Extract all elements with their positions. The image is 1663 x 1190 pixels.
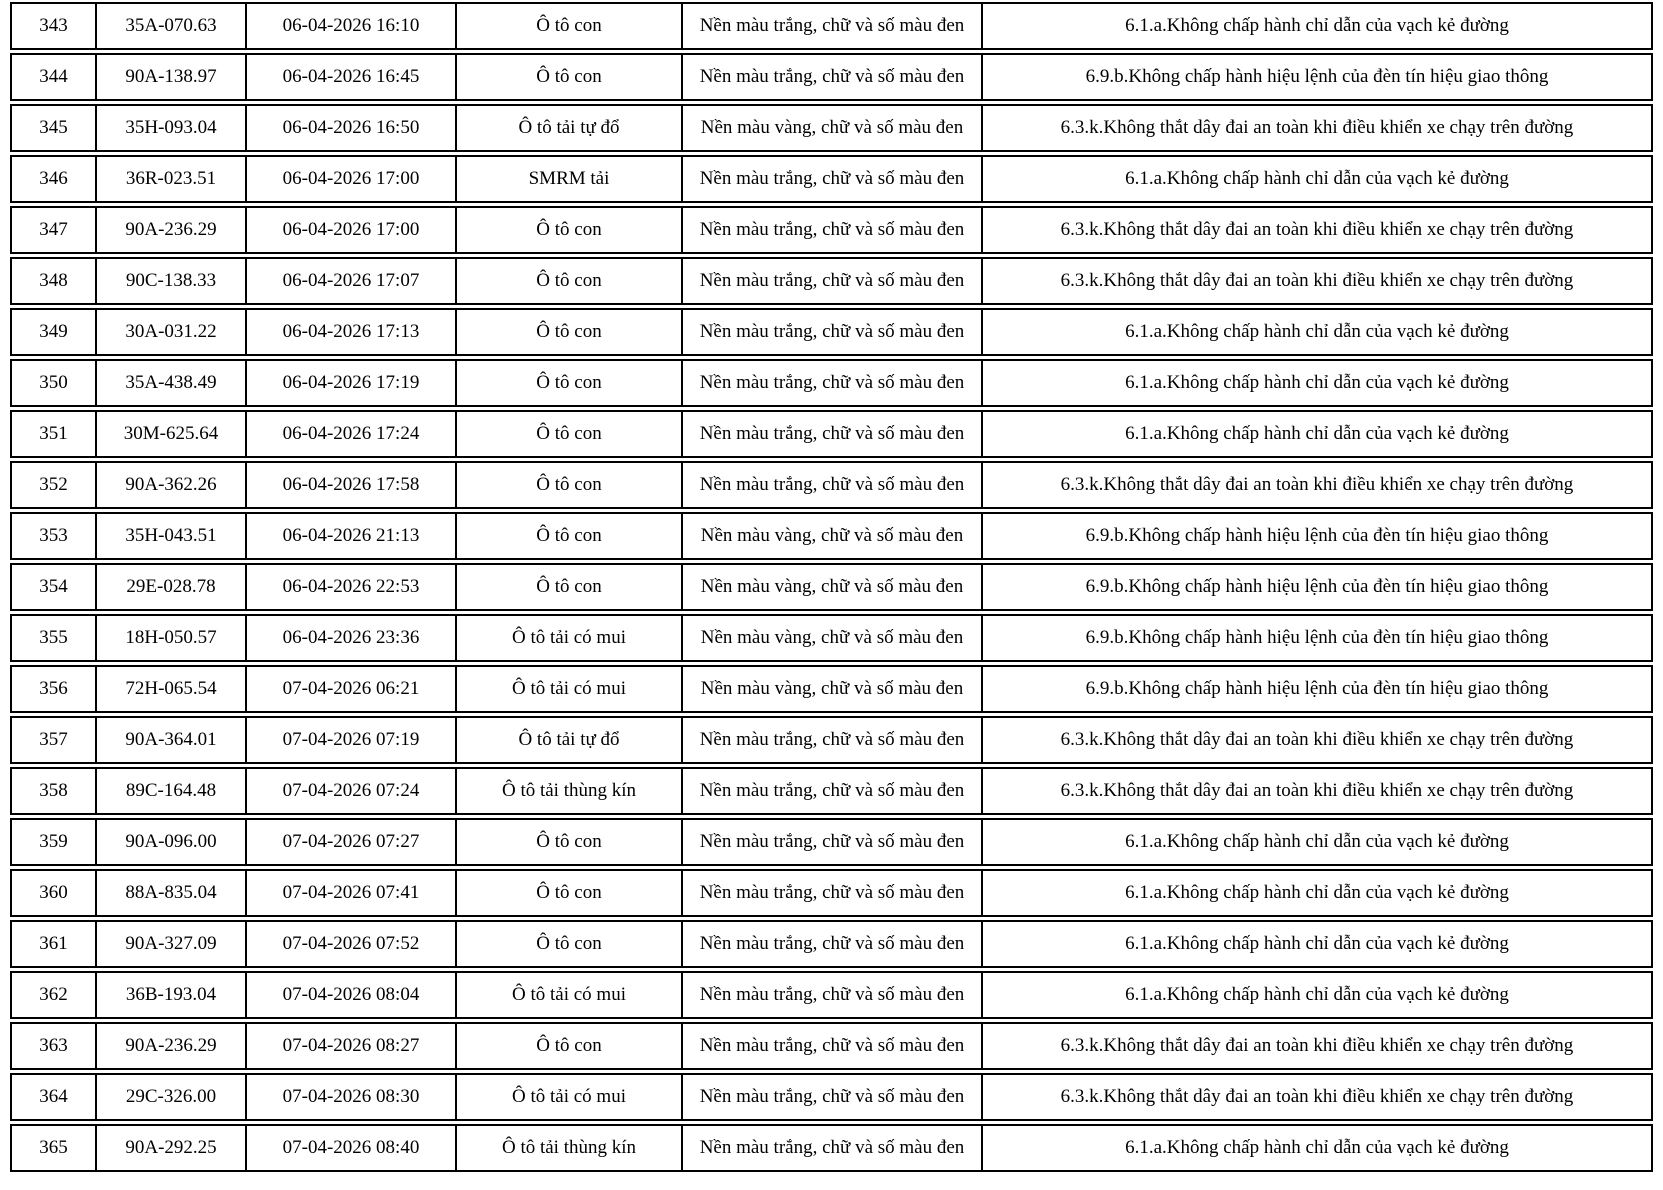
violation-cell: 6.1.a.Không chấp hành chỉ dẫn của vạch kẻ đường	[1125, 881, 1509, 903]
table-row	[10, 869, 1653, 917]
license-plate-cell: 90A-236.29	[97, 208, 247, 252]
plate-color-cell: Nền màu trắng, chữ và số màu đen	[683, 820, 983, 864]
table-row	[10, 1124, 1653, 1172]
vehicle-type-cell: Ô tô tải tự đổ	[457, 718, 683, 762]
license-plate-cell: 90A-138.97	[97, 55, 247, 99]
vehicle-type-cell: Ô tô con	[457, 412, 683, 456]
violation-cell: 6.3.k.Không thắt dây đai an toàn khi điều khiển xe chạy trên đường	[1060, 473, 1574, 495]
vehicle-type-cell: Ô tô tải có mui	[457, 616, 683, 660]
violation-cell: 6.3.k.Không thắt dây đai an toàn khi điều khiển xe chạy trên đường	[1060, 218, 1574, 240]
vehicle-type-cell: Ô tô tải có mui	[457, 1075, 683, 1119]
row-number-cell: 362	[12, 973, 97, 1017]
violation-cell: 6.1.a.Không chấp hành chỉ dẫn của vạch kẻ đường	[1125, 830, 1509, 852]
license-plate-cell: 90A-362.26	[97, 463, 247, 507]
vehicle-type-cell: Ô tô con	[457, 1024, 683, 1068]
plate-color-cell: Nền màu trắng, chữ và số màu đen	[683, 1024, 983, 1068]
violation-cell: 6.9.b.Không chấp hành hiệu lệnh của đèn tín hiệu giao thông	[1085, 575, 1549, 597]
plate-color-cell: Nền màu trắng, chữ và số màu đen	[683, 769, 983, 813]
plate-color-cell: Nền màu trắng, chữ và số màu đen	[683, 463, 983, 507]
license-plate-cell: 90A-327.09	[97, 922, 247, 966]
datetime-cell: 06-04-2026 17:00	[247, 208, 457, 252]
vehicle-type-cell: Ô tô tải thùng kín	[457, 1126, 683, 1170]
plate-color-cell: Nền màu trắng, chữ và số màu đen	[683, 259, 983, 303]
datetime-cell: 06-04-2026 17:00	[247, 157, 457, 201]
datetime-cell: 06-04-2026 21:13	[247, 514, 457, 558]
vehicle-type-cell: Ô tô con	[457, 820, 683, 864]
violation-cell: 6.3.k.Không thắt dây đai an toàn khi điều khiển xe chạy trên đường	[1060, 1085, 1574, 1107]
row-number-cell: 353	[12, 514, 97, 558]
table-row	[10, 1022, 1653, 1070]
violations-table	[10, 2, 1653, 1175]
table-row	[10, 614, 1653, 662]
table-row	[10, 461, 1653, 509]
license-plate-cell: 90C-138.33	[97, 259, 247, 303]
violation-cell: 6.1.a.Không chấp hành chỉ dẫn của vạch kẻ đường	[1125, 167, 1509, 189]
table-row	[10, 308, 1653, 356]
vehicle-type-cell: Ô tô con	[457, 565, 683, 609]
table-row	[10, 512, 1653, 560]
vehicle-type-cell: Ô tô con	[457, 514, 683, 558]
plate-color-cell: Nền màu trắng, chữ và số màu đen	[683, 208, 983, 252]
table-row	[10, 359, 1653, 407]
datetime-cell: 07-04-2026 08:04	[247, 973, 457, 1017]
datetime-cell: 07-04-2026 07:41	[247, 871, 457, 915]
row-number-cell: 365	[12, 1126, 97, 1170]
violation-cell: 6.9.b.Không chấp hành hiệu lệnh của đèn tín hiệu giao thông	[1085, 524, 1549, 546]
plate-color-cell: Nền màu vàng, chữ và số màu đen	[683, 106, 983, 150]
plate-color-cell: Nền màu trắng, chữ và số màu đen	[683, 157, 983, 201]
row-number-cell: 351	[12, 412, 97, 456]
plate-color-cell: Nền màu trắng, chữ và số màu đen	[683, 871, 983, 915]
violation-cell: 6.1.a.Không chấp hành chỉ dẫn của vạch kẻ đường	[1125, 1136, 1509, 1158]
table-row	[10, 563, 1653, 611]
datetime-cell: 07-04-2026 08:30	[247, 1075, 457, 1119]
datetime-cell: 07-04-2026 07:19	[247, 718, 457, 762]
plate-color-cell: Nền màu trắng, chữ và số màu đen	[683, 361, 983, 405]
row-number-cell: 350	[12, 361, 97, 405]
datetime-cell: 06-04-2026 22:53	[247, 565, 457, 609]
table-row	[10, 410, 1653, 458]
row-number-cell: 357	[12, 718, 97, 762]
violation-cell: 6.1.a.Không chấp hành chỉ dẫn của vạch kẻ đường	[1125, 932, 1509, 954]
plate-color-cell: Nền màu trắng, chữ và số màu đen	[683, 1075, 983, 1119]
violation-cell: 6.9.b.Không chấp hành hiệu lệnh của đèn tín hiệu giao thông	[1085, 65, 1549, 87]
datetime-cell: 06-04-2026 16:45	[247, 55, 457, 99]
row-number-cell: 364	[12, 1075, 97, 1119]
vehicle-type-cell: Ô tô tải tự đổ	[457, 106, 683, 150]
table-row	[10, 818, 1653, 866]
vehicle-type-cell: Ô tô con	[457, 310, 683, 354]
license-plate-cell: 90A-096.00	[97, 820, 247, 864]
plate-color-cell: Nền màu trắng, chữ và số màu đen	[683, 4, 983, 48]
datetime-cell: 06-04-2026 17:24	[247, 412, 457, 456]
vehicle-type-cell: Ô tô con	[457, 259, 683, 303]
violation-cell: 6.1.a.Không chấp hành chỉ dẫn của vạch kẻ đường	[1125, 14, 1509, 36]
table-row	[10, 665, 1653, 713]
datetime-cell: 06-04-2026 17:13	[247, 310, 457, 354]
vehicle-type-cell: Ô tô con	[457, 208, 683, 252]
datetime-cell: 06-04-2026 16:10	[247, 4, 457, 48]
row-number-cell: 343	[12, 4, 97, 48]
table-row	[10, 971, 1653, 1019]
row-number-cell: 358	[12, 769, 97, 813]
plate-color-cell: Nền màu vàng, chữ và số màu đen	[683, 514, 983, 558]
datetime-cell: 07-04-2026 08:27	[247, 1024, 457, 1068]
license-plate-cell: 35A-438.49	[97, 361, 247, 405]
row-number-cell: 346	[12, 157, 97, 201]
plate-color-cell: Nền màu trắng, chữ và số màu đen	[683, 55, 983, 99]
plate-color-cell: Nền màu trắng, chữ và số màu đen	[683, 1126, 983, 1170]
datetime-cell: 06-04-2026 17:58	[247, 463, 457, 507]
license-plate-cell: 88A-835.04	[97, 871, 247, 915]
violation-cell: 6.3.k.Không thắt dây đai an toàn khi điều khiển xe chạy trên đường	[1060, 269, 1574, 291]
table-row	[10, 767, 1653, 815]
datetime-cell: 07-04-2026 08:40	[247, 1126, 457, 1170]
row-number-cell: 348	[12, 259, 97, 303]
table-row	[10, 1073, 1653, 1121]
plate-color-cell: Nền màu vàng, chữ và số màu đen	[683, 565, 983, 609]
row-number-cell: 363	[12, 1024, 97, 1068]
license-plate-cell: 18H-050.57	[97, 616, 247, 660]
row-number-cell: 352	[12, 463, 97, 507]
vehicle-type-cell: Ô tô con	[457, 463, 683, 507]
row-number-cell: 345	[12, 106, 97, 150]
datetime-cell: 06-04-2026 17:19	[247, 361, 457, 405]
vehicle-type-cell: SMRM tải	[457, 157, 683, 201]
datetime-cell: 06-04-2026 16:50	[247, 106, 457, 150]
table-row	[10, 53, 1653, 101]
table-row	[10, 257, 1653, 305]
vehicle-type-cell: Ô tô tải có mui	[457, 667, 683, 711]
plate-color-cell: Nền màu trắng, chữ và số màu đen	[683, 922, 983, 966]
violation-cell: 6.3.k.Không thắt dây đai an toàn khi điều khiển xe chạy trên đường	[1060, 1034, 1574, 1056]
table-row	[10, 716, 1653, 764]
license-plate-cell: 35H-093.04	[97, 106, 247, 150]
plate-color-cell: Nền màu trắng, chữ và số màu đen	[683, 718, 983, 762]
violation-cell: 6.1.a.Không chấp hành chỉ dẫn của vạch kẻ đường	[1125, 371, 1509, 393]
datetime-cell: 07-04-2026 07:27	[247, 820, 457, 864]
datetime-cell: 07-04-2026 07:52	[247, 922, 457, 966]
row-number-cell: 349	[12, 310, 97, 354]
vehicle-type-cell: Ô tô con	[457, 4, 683, 48]
row-number-cell: 355	[12, 616, 97, 660]
vehicle-type-cell: Ô tô con	[457, 55, 683, 99]
license-plate-cell: 72H-065.54	[97, 667, 247, 711]
license-plate-cell: 30A-031.22	[97, 310, 247, 354]
vehicle-type-cell: Ô tô con	[457, 361, 683, 405]
row-number-cell: 361	[12, 922, 97, 966]
violation-cell: 6.3.k.Không thắt dây đai an toàn khi điều khiển xe chạy trên đường	[1060, 116, 1574, 138]
license-plate-cell: 30M-625.64	[97, 412, 247, 456]
vehicle-type-cell: Ô tô tải thùng kín	[457, 769, 683, 813]
violation-cell: 6.1.a.Không chấp hành chỉ dẫn của vạch kẻ đường	[1125, 422, 1509, 444]
table-row	[10, 155, 1653, 203]
license-plate-cell: 36B-193.04	[97, 973, 247, 1017]
row-number-cell: 347	[12, 208, 97, 252]
vehicle-type-cell: Ô tô con	[457, 871, 683, 915]
table-row	[10, 104, 1653, 152]
row-number-cell: 356	[12, 667, 97, 711]
license-plate-cell: 90A-364.01	[97, 718, 247, 762]
license-plate-cell: 29E-028.78	[97, 565, 247, 609]
row-number-cell: 360	[12, 871, 97, 915]
license-plate-cell: 90A-236.29	[97, 1024, 247, 1068]
violation-cell: 6.9.b.Không chấp hành hiệu lệnh của đèn tín hiệu giao thông	[1085, 677, 1549, 699]
plate-color-cell: Nền màu trắng, chữ và số màu đen	[683, 412, 983, 456]
plate-color-cell: Nền màu trắng, chữ và số màu đen	[683, 310, 983, 354]
table-row	[10, 920, 1653, 968]
row-number-cell: 354	[12, 565, 97, 609]
datetime-cell: 06-04-2026 23:36	[247, 616, 457, 660]
license-plate-cell: 29C-326.00	[97, 1075, 247, 1119]
table-row	[10, 2, 1653, 50]
license-plate-cell: 35H-043.51	[97, 514, 247, 558]
vehicle-type-cell: Ô tô con	[457, 922, 683, 966]
violation-cell: 6.3.k.Không thắt dây đai an toàn khi điều khiển xe chạy trên đường	[1060, 728, 1574, 750]
row-number-cell: 344	[12, 55, 97, 99]
license-plate-cell: 90A-292.25	[97, 1126, 247, 1170]
datetime-cell: 07-04-2026 06:21	[247, 667, 457, 711]
datetime-cell: 06-04-2026 17:07	[247, 259, 457, 303]
license-plate-cell: 35A-070.63	[97, 4, 247, 48]
violation-cell: 6.9.b.Không chấp hành hiệu lệnh của đèn tín hiệu giao thông	[1085, 626, 1549, 648]
plate-color-cell: Nền màu vàng, chữ và số màu đen	[683, 616, 983, 660]
row-number-cell: 359	[12, 820, 97, 864]
violation-cell: 6.1.a.Không chấp hành chỉ dẫn của vạch kẻ đường	[1125, 320, 1509, 342]
datetime-cell: 07-04-2026 07:24	[247, 769, 457, 813]
table-row	[10, 206, 1653, 254]
vehicle-type-cell: Ô tô tải có mui	[457, 973, 683, 1017]
plate-color-cell: Nền màu trắng, chữ và số màu đen	[683, 973, 983, 1017]
violation-cell: 6.1.a.Không chấp hành chỉ dẫn của vạch kẻ đường	[1125, 983, 1509, 1005]
violation-cell: 6.3.k.Không thắt dây đai an toàn khi điều khiển xe chạy trên đường	[1060, 779, 1574, 801]
license-plate-cell: 89C-164.48	[97, 769, 247, 813]
license-plate-cell: 36R-023.51	[97, 157, 247, 201]
plate-color-cell: Nền màu vàng, chữ và số màu đen	[683, 667, 983, 711]
